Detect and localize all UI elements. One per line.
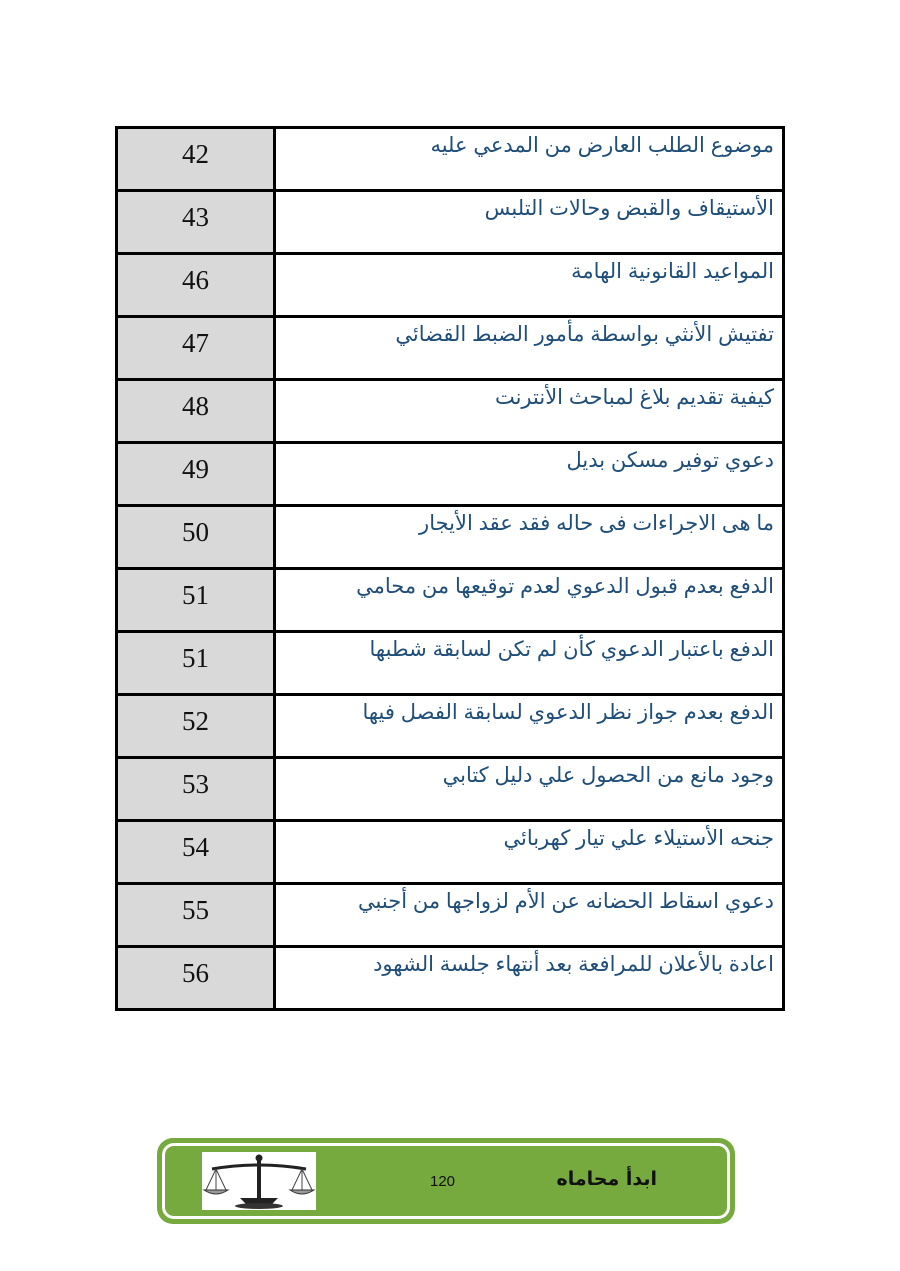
toc-page-number: 52 — [117, 695, 275, 758]
toc-row — [117, 506, 784, 569]
toc-row — [117, 317, 784, 380]
toc-entry-title: الأستيقاف والقبض وحالات التلبس — [275, 191, 784, 254]
toc-entry-title: الدفع باعتبار الدعوي كأن لم تكن لسابقة شطبها — [275, 632, 784, 695]
toc-entry-title: كيفية تقديم بلاغ لمباحث الأنترنت — [275, 380, 784, 443]
toc-row — [117, 443, 784, 506]
toc-page-number: 43 — [117, 191, 275, 254]
toc-row — [117, 758, 784, 821]
toc-page-number: 49 — [117, 443, 275, 506]
toc-row — [117, 254, 784, 317]
page-footer — [157, 1138, 735, 1224]
toc-entry-title: اعادة بالأعلان للمرافعة بعد أنتهاء جلسة الشهود — [275, 947, 784, 1010]
toc-entry-title: جنحه الأستيلاء علي تيار كهربائي — [275, 821, 784, 884]
toc-page-number: 56 — [117, 947, 275, 1010]
toc-page-number: 46 — [117, 254, 275, 317]
toc-entry-title: الدفع بعدم قبول الدعوي لعدم توقيعها من محامي — [275, 569, 784, 632]
page-number: 120 — [430, 1173, 456, 1190]
toc-page-number: 51 — [117, 569, 275, 632]
toc-entry-title: المواعيد القانونية الهامة — [275, 254, 784, 317]
toc-row — [117, 947, 784, 1010]
toc-row — [117, 191, 784, 254]
toc-row — [117, 128, 784, 191]
toc-page-number: 53 — [117, 758, 275, 821]
toc-page-number: 48 — [117, 380, 275, 443]
toc-entry-title: وجود مانع من الحصول علي دليل كتابي — [275, 758, 784, 821]
toc-entry-title: ما هى الاجراءات فى حاله فقد عقد الأيجار — [275, 506, 784, 569]
toc-row — [117, 632, 784, 695]
toc-row — [117, 569, 784, 632]
toc-row — [117, 821, 784, 884]
brand-name: ابدأ محاماه — [556, 1168, 657, 1190]
toc-row — [117, 884, 784, 947]
toc-page-number: 50 — [117, 506, 275, 569]
table-of-contents — [115, 126, 785, 1011]
toc-page-number: 55 — [117, 884, 275, 947]
toc-entry-title: تفتيش الأنثي بواسطة مأمور الضبط القضائي — [275, 317, 784, 380]
footer-frame — [162, 1143, 730, 1219]
toc-page-number: 51 — [117, 632, 275, 695]
toc-row — [117, 695, 784, 758]
toc-entry-title: موضوع الطلب العارض من المدعي عليه — [275, 128, 784, 191]
toc-row — [117, 380, 784, 443]
toc-page-number: 54 — [117, 821, 275, 884]
toc-entry-title: دعوي توفير مسكن بديل — [275, 443, 784, 506]
scales-of-justice-icon — [202, 1152, 316, 1210]
toc-page-number: 47 — [117, 317, 275, 380]
toc-page-number: 42 — [117, 128, 275, 191]
toc-body — [117, 128, 784, 1010]
toc-entry-title: دعوي اسقاط الحضانه عن الأم لزواجها من أجنبي — [275, 884, 784, 947]
toc-entry-title: الدفع بعدم جواز نظر الدعوي لسابقة الفصل فيها — [275, 695, 784, 758]
